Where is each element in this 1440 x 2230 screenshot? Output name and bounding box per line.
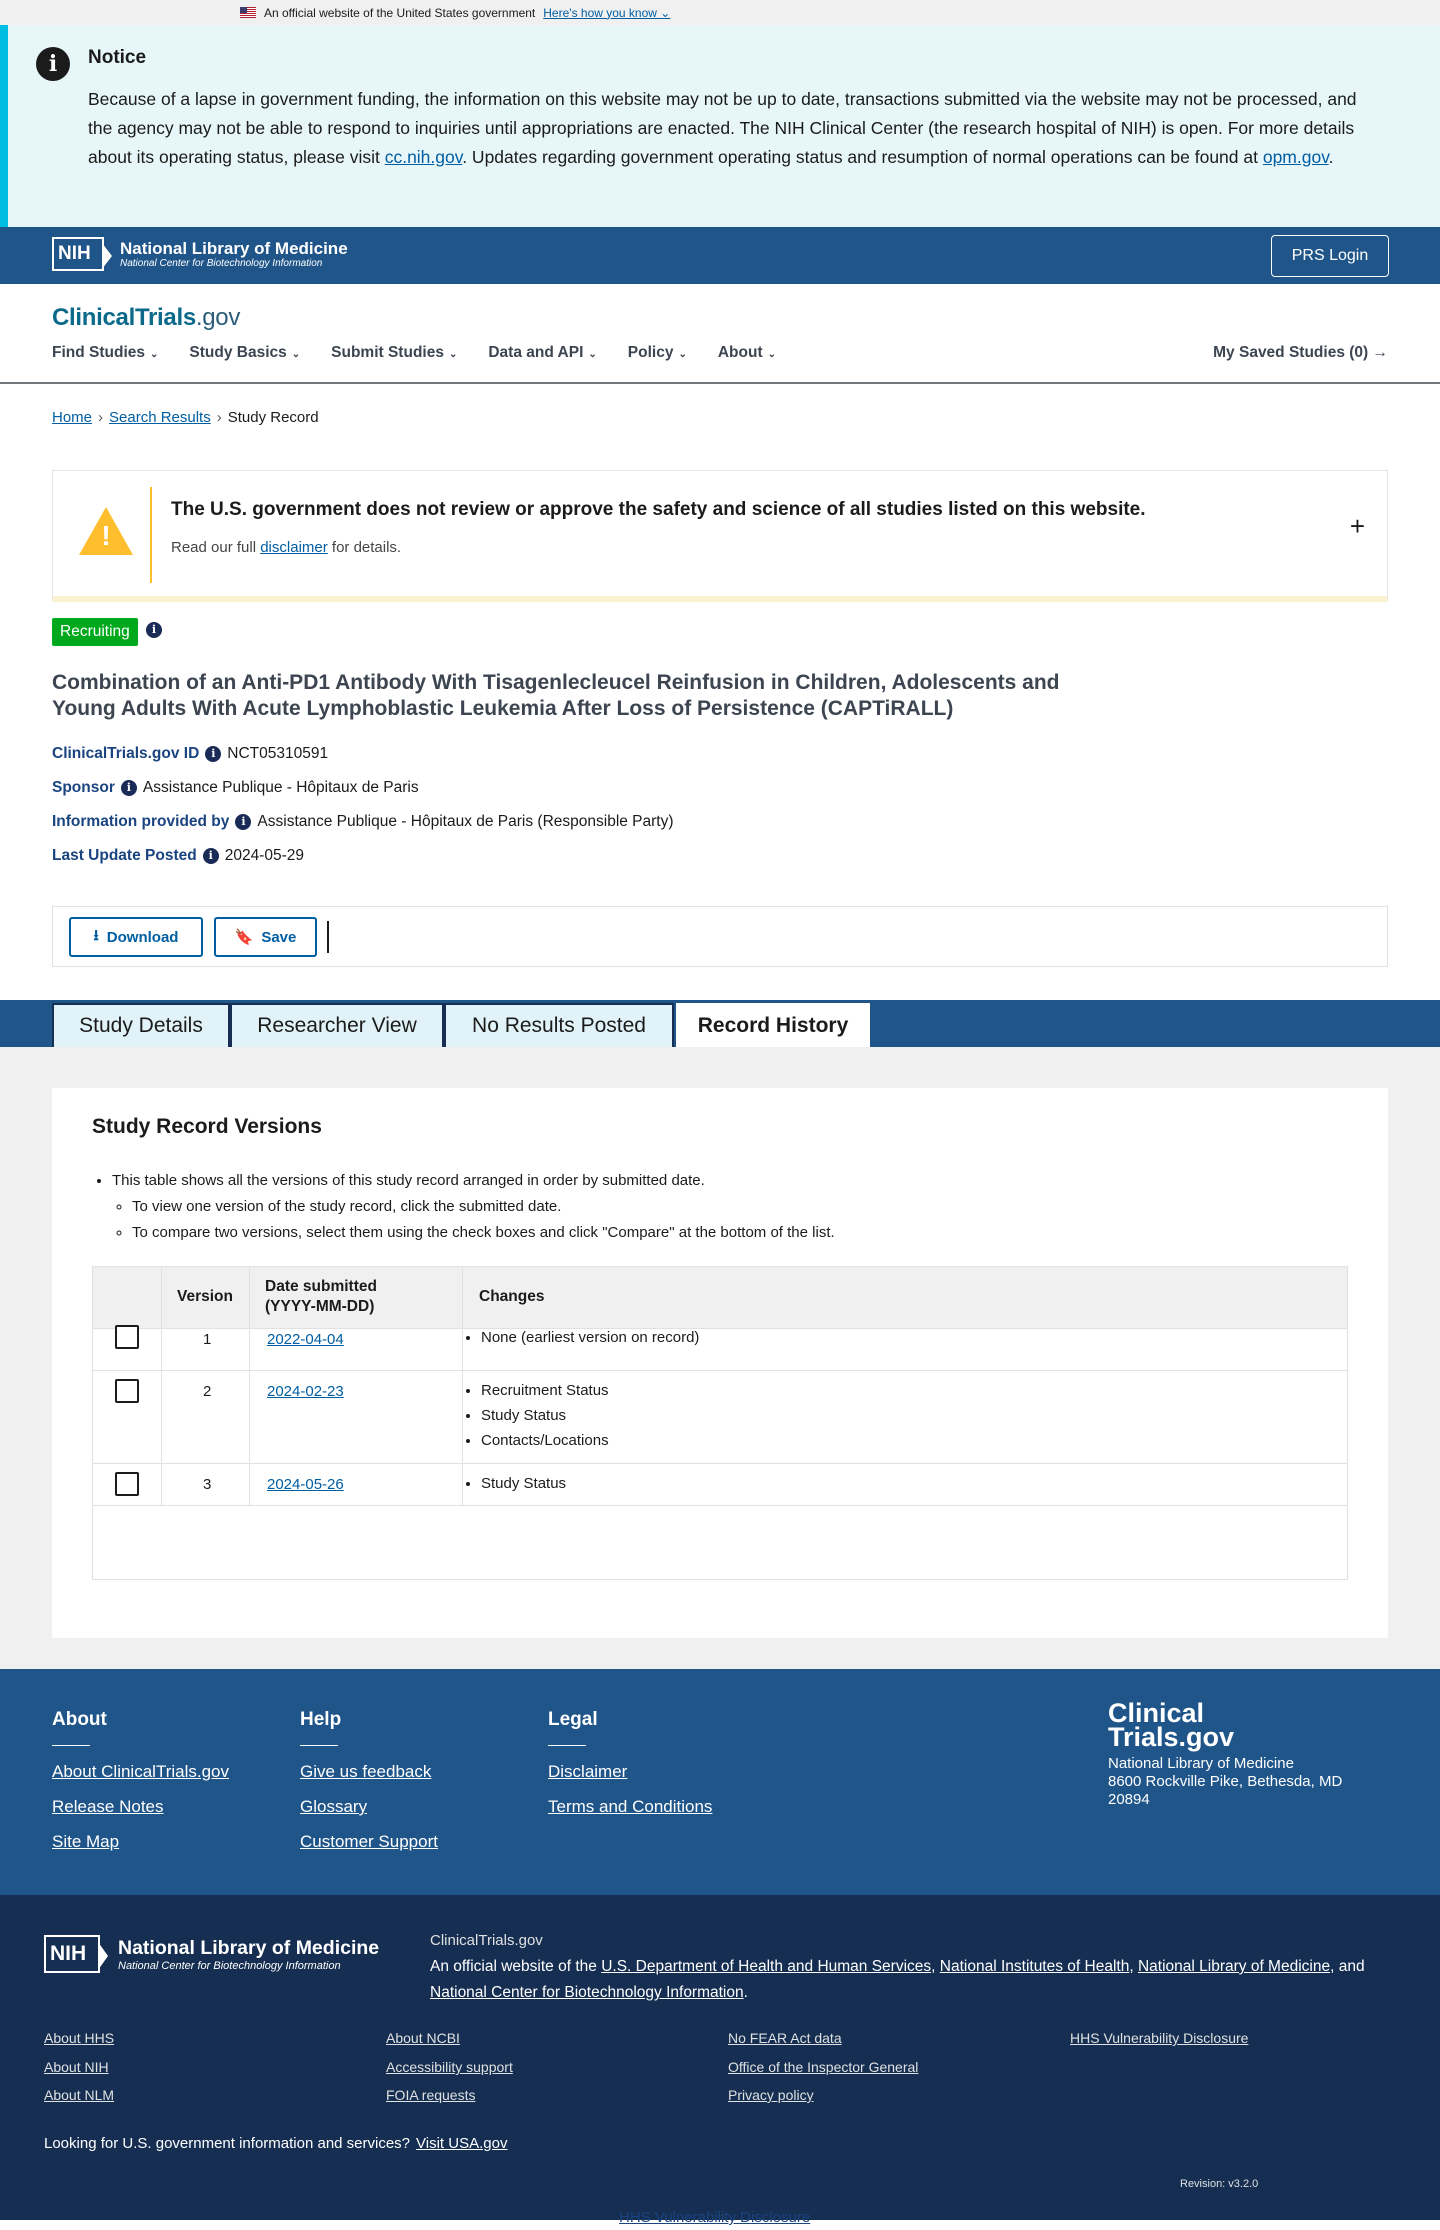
compare-checkbox[interactable]: [115, 1472, 139, 1496]
footer-address: National Library of Medicine 8600 Rockville Pike, Bethesda, MD 20894: [1108, 1755, 1343, 1808]
download-button[interactable]: ⭳ Download: [69, 917, 203, 957]
chevron-down-icon: ⌄: [660, 5, 671, 20]
last-update-value: 2024-05-29: [224, 847, 304, 864]
about-nih-link[interactable]: About NIH: [44, 2059, 109, 2075]
table-row: 2 2024-02-23 • Recruitment Status • Study Status • Contacts/Locations: [93, 1371, 1347, 1464]
study-record-versions-card: [52, 1088, 1388, 1638]
info-icon[interactable]: i: [121, 780, 137, 796]
col-date: Date submitted (YYYY-MM-DD): [265, 1278, 377, 1315]
inspector-general-link[interactable]: Office of the Inspector General: [728, 2059, 919, 2075]
footer-nlm-logo[interactable]: NIH National Library of Medicine National Center for Biotechnology Information: [44, 1935, 379, 1973]
chevron-right-icon: ›: [98, 409, 104, 426]
hhs-vulnerability-disclosure-link[interactable]: HHS Vulnerability Disclosure: [619, 2209, 811, 2226]
versions-notes: • This table shows all the versions of this study record arranged in order by submitted date. ◦ To view one version of the study record, click the submitted date. ◦ To compare two versions, select them using the check boxes and click "Compare" at the bottom of the list.: [112, 1168, 835, 1246]
compare-checkbox[interactable]: [115, 1379, 139, 1403]
breadcrumb-current: Study Record: [227, 409, 319, 426]
chevron-down-icon: ⌄: [767, 349, 776, 360]
gov-banner-text: An official website of the United States government: [264, 5, 536, 20]
nav-data-api[interactable]: Data and API ⌄: [488, 344, 597, 361]
chevron-down-icon: ⌄: [678, 349, 687, 360]
about-hhs-link[interactable]: About HHS: [44, 2030, 115, 2046]
download-icon: ⭳: [93, 926, 99, 944]
col-changes: Changes: [479, 1288, 545, 1305]
nav-about[interactable]: About ⌄: [717, 344, 776, 361]
chevron-down-icon: ⌄: [291, 349, 301, 360]
cc-nih-link[interactable]: cc.nih.gov: [384, 147, 463, 167]
revision-text: Revision: v3.2.0: [1180, 2178, 1259, 2190]
chevron-down-icon: ⌄: [588, 349, 597, 360]
nih-logo-box: NIH: [52, 237, 104, 271]
footer-ct-logo: Clinical Trials.gov National Library of Medicine 8600 Rockville Pike, Bethesda, MD 20894: [1108, 1698, 1343, 1808]
footer-glossary-link[interactable]: Glossary: [300, 1797, 368, 1816]
nlm-title: National Library of Medicine: [120, 239, 348, 258]
sponsor-row: Sponsor i Assistance Publique - Hôpitaux de Paris: [52, 779, 419, 796]
gov-banner: [0, 0, 1440, 25]
notice-body: Because of a lapse in government funding, the information on this website may not be up to date, transactions submitted via the website may not be processed, and the agency may not be able to respond to inquiries until appropriations are enacted. The NIH Clinical Center (the research hospital of NIH) is open. For more details about its operating status, please visit cc.nih.gov. Updates regarding government operating status and resumption of normal operations can be found at opm.gov.: [88, 89, 1357, 167]
usa-gov-row: Looking for U.S. government information and services? Visit USA.gov: [44, 2135, 508, 2152]
info-provided-row: Information provided by i Assistance Publique - Hôpitaux de Paris (Responsible Party): [52, 813, 674, 830]
footer-about-ct-link[interactable]: About ClinicalTrials.gov: [52, 1762, 229, 1781]
arrow-right-icon: →: [1372, 344, 1388, 361]
nav-study-basics[interactable]: Study Basics ⌄: [189, 344, 301, 361]
about-nlm-link[interactable]: About NLM: [44, 2087, 115, 2103]
breadcrumb: [52, 409, 319, 426]
my-saved-studies-link[interactable]: My Saved Studies (0) →: [1213, 344, 1388, 361]
main-nav: [52, 344, 776, 362]
hhs-link[interactable]: U.S. Department of Health and Human Services: [601, 1958, 932, 1975]
footer-description: ClinicalTrials.gov An official website of the U.S. Department of Health and Human Services, National Institutes of Health, National Library of Medicine, and National Center for Biotechnology Information.: [430, 1932, 1365, 2001]
bookmark-icon: 🔖: [234, 929, 254, 946]
footer-help: Help Give us feedback Glossary Customer Support: [300, 1709, 438, 1851]
study-id-value: NCT05310591: [227, 745, 329, 762]
chevron-down-icon: ⌄: [448, 349, 458, 360]
nav-find-studies[interactable]: Find Studies ⌄: [52, 344, 159, 361]
tab-researcher-view[interactable]: Researcher View: [230, 1003, 444, 1047]
footer-top: [0, 1669, 1440, 1895]
versions-table: [92, 1266, 1348, 1580]
notice-banner: [0, 25, 1440, 227]
footer-feedback-link[interactable]: Give us feedback: [300, 1762, 432, 1781]
tab-bar: [0, 1000, 1440, 1047]
footer-site-map-link[interactable]: Site Map: [52, 1832, 120, 1851]
footer-release-notes-link[interactable]: Release Notes: [52, 1797, 164, 1816]
disclaimer-link[interactable]: disclaimer: [260, 539, 328, 556]
nih-header: [0, 227, 1440, 284]
action-bar: [52, 906, 1388, 967]
accessibility-link[interactable]: Accessibility support: [386, 2059, 513, 2075]
disclaimer-alert: ! The U.S. government does not review or approve the safety and science of all studies listed on this website. Read our full disclaimer for details. +: [52, 470, 1388, 602]
how-you-know-link[interactable]: Here's how you know ⌄: [543, 5, 671, 20]
footer-bottom: [0, 1895, 1440, 2220]
info-icon[interactable]: i: [146, 622, 162, 638]
version-date-link[interactable]: 2024-05-26: [267, 1476, 344, 1493]
opm-link[interactable]: opm.gov: [1262, 147, 1329, 167]
col-version: Version: [177, 1288, 233, 1305]
clinicaltrials-logo[interactable]: ClinicalTrials.gov: [52, 304, 241, 331]
vulnerability-link[interactable]: HHS Vulnerability Disclosure: [1070, 2030, 1249, 2046]
privacy-policy-link[interactable]: Privacy policy: [728, 2087, 814, 2103]
breadcrumb-home[interactable]: Home: [52, 409, 93, 426]
notice-title: Notice: [88, 47, 147, 68]
expand-plus-icon[interactable]: +: [1349, 511, 1365, 541]
footer-legal: Legal Disclaimer Terms and Conditions: [548, 1709, 713, 1816]
ncbi-subtitle: National Center for Biotechnology Information: [120, 258, 323, 269]
info-icon[interactable]: i: [205, 746, 221, 762]
foia-link[interactable]: FOIA requests: [386, 2087, 476, 2103]
last-update-row: Last Update Posted i 2024-05-29: [52, 847, 304, 864]
nlm-link[interactable]: National Library of Medicine: [1137, 1958, 1331, 1975]
sponsor-value: Assistance Publique - Hôpitaux de Paris: [142, 779, 419, 796]
footer-disclaimer-link[interactable]: Disclaimer: [548, 1762, 628, 1781]
study-title: Combination of an Anti-PD1 Antibody With Tisagenlecleucel Reinfusion in Children, Adolescents and Young Adults With Acute Lymphoblastic Leukemia After Loss of Persistence (CAPTiRALL): [52, 671, 1060, 720]
table-header: [93, 1267, 1347, 1329]
disclaimer-title: The U.S. government does not review or approve the safety and science of all studies listed on this website.: [171, 499, 1146, 520]
info-icon: i: [36, 47, 70, 81]
save-button[interactable]: 🔖 Save: [214, 917, 317, 957]
tab-record-history[interactable]: Record History: [676, 1003, 870, 1047]
compare-checkbox[interactable]: [115, 1325, 139, 1349]
versions-title: Study Record Versions: [92, 1115, 322, 1138]
table-row: 3 2024-05-26 • Study Status: [93, 1464, 1347, 1506]
footer-about: About About ClinicalTrials.gov Release Notes Site Map: [52, 1709, 229, 1851]
footer-terms-link[interactable]: Terms and Conditions: [548, 1797, 713, 1816]
about-ncbi-link[interactable]: About NCBI: [386, 2030, 460, 2046]
no-fear-link[interactable]: No FEAR Act data: [728, 2030, 842, 2046]
site-header: [0, 284, 1440, 384]
tab-no-results-posted[interactable]: No Results Posted: [444, 1003, 674, 1047]
usa-gov-link[interactable]: Visit USA.gov: [416, 2135, 508, 2152]
breadcrumb-search-results[interactable]: Search Results: [109, 409, 211, 426]
version-date-link[interactable]: 2024-02-23: [267, 1383, 344, 1400]
ncbi-link[interactable]: National Center for Biotechnology Information: [430, 1984, 744, 2001]
info-icon[interactable]: i: [235, 814, 251, 830]
chevron-down-icon: ⌄: [150, 349, 159, 360]
info-provided-value: Assistance Publique - Hôpitaux de Paris (Responsible Party): [257, 813, 674, 830]
info-icon[interactable]: i: [203, 848, 219, 864]
status-badge: Recruiting: [52, 618, 138, 646]
nav-policy[interactable]: Policy ⌄: [627, 344, 687, 361]
table-row: 1 2022-04-04 • None (earliest version on record): [93, 1329, 1347, 1371]
us-flag-icon: [240, 7, 256, 18]
chevron-right-icon: ›: [216, 409, 222, 426]
nih-link[interactable]: National Institutes of Health: [939, 1958, 1130, 1975]
disclaimer-text: Read our full disclaimer for details.: [171, 539, 402, 556]
prs-login-button[interactable]: PRS Login: [1271, 235, 1389, 277]
nlm-logo[interactable]: [52, 237, 348, 271]
footer-support-link[interactable]: Customer Support: [300, 1832, 438, 1851]
version-date-link[interactable]: 2022-04-04: [267, 1331, 344, 1348]
tab-study-details[interactable]: Study Details: [52, 1003, 230, 1047]
study-id-row: ClinicalTrials.gov ID i NCT05310591: [52, 745, 329, 762]
nav-submit-studies[interactable]: Submit Studies ⌄: [331, 344, 458, 361]
